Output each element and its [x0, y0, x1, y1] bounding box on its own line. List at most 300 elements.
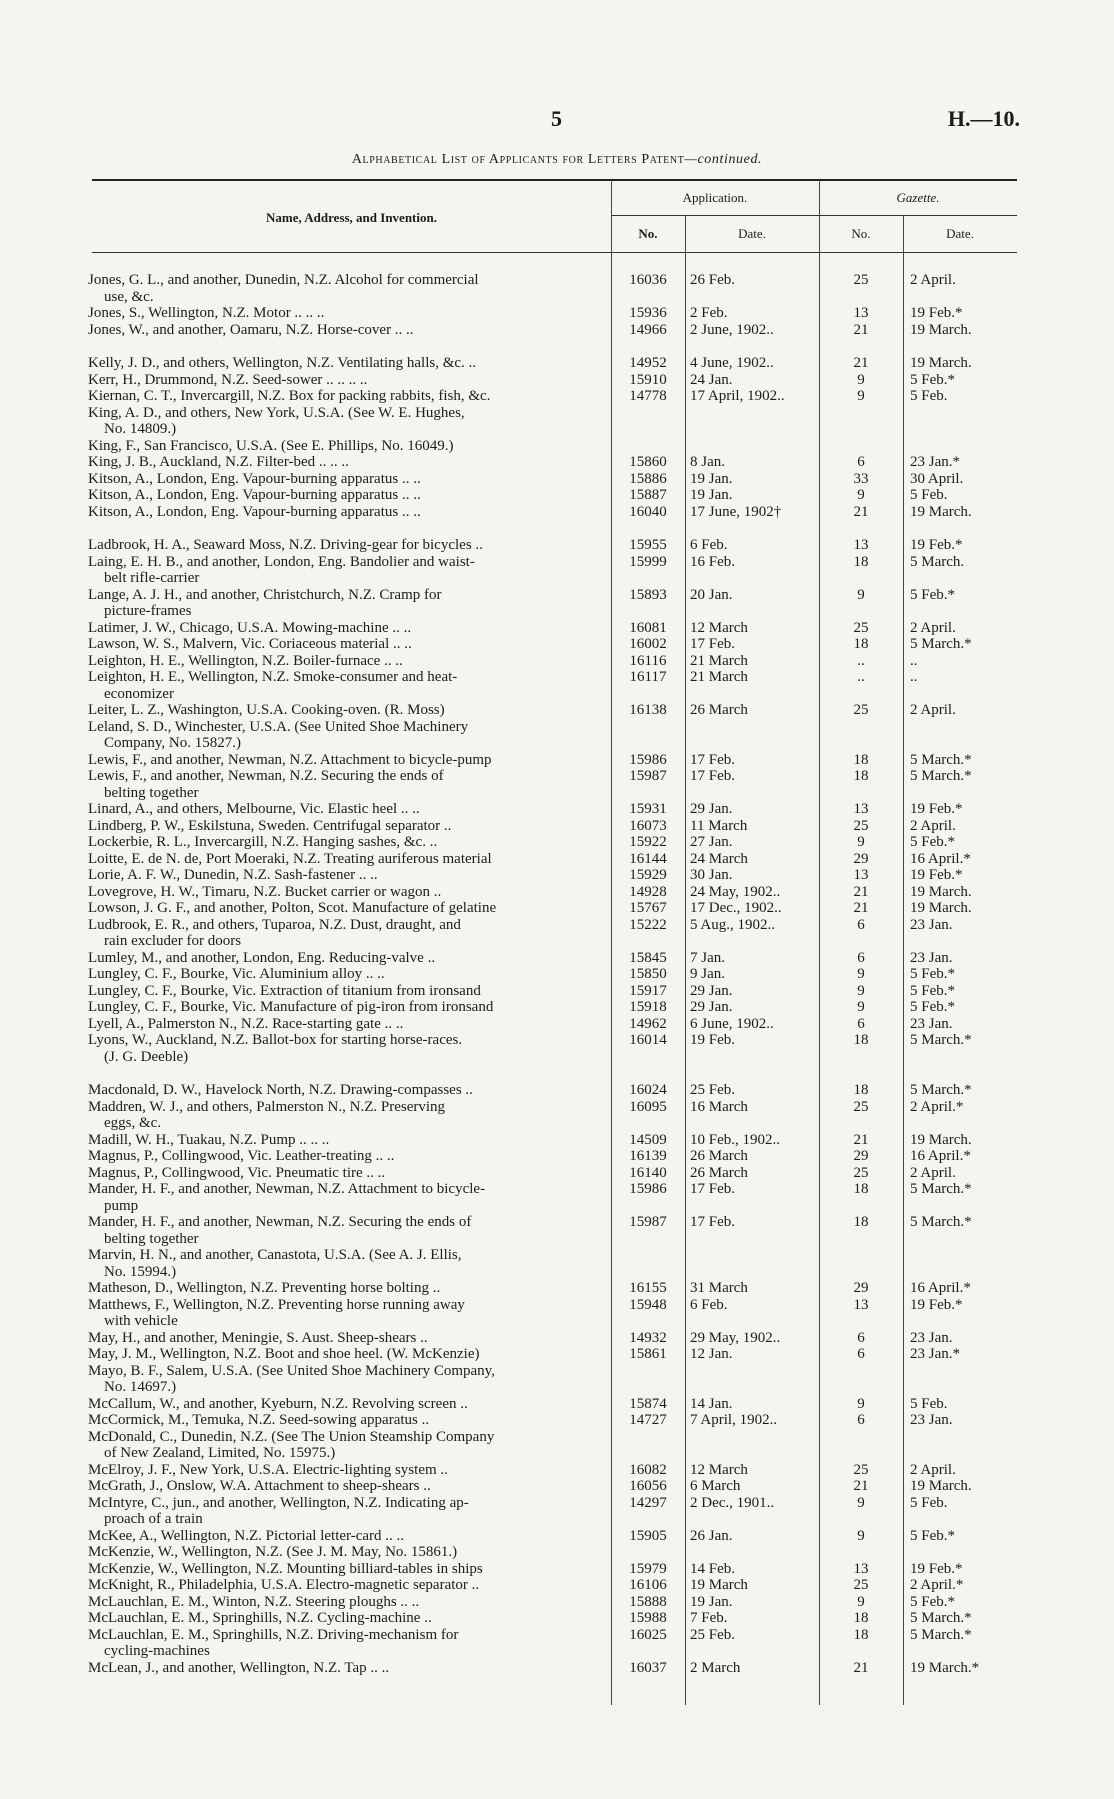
- table-row: [0, 1032, 1114, 1065]
- table-row: [0, 1660, 1114, 1677]
- applicant-entry: [88, 322, 606, 339]
- gazette-number: 6: [857, 1346, 865, 1362]
- gazette-number: 18: [853, 1214, 869, 1230]
- applicant-entry-line: McCallum, W., and another, Kyeburn, N.Z. Revolving screen ..: [88, 1395, 468, 1412]
- applicant-entry: [88, 999, 606, 1016]
- application-date: 29 Jan.: [690, 982, 733, 999]
- gazette-date: 5 March.*: [910, 1082, 972, 1098]
- table-row: [0, 900, 1114, 917]
- applicant-entry: [88, 1346, 606, 1363]
- applicant-entry-line: pump: [104, 1197, 139, 1214]
- gazette-date: 19 March.: [910, 900, 972, 916]
- table-row: [0, 1165, 1114, 1182]
- table-row: [0, 1132, 1114, 1149]
- table-row: [0, 1082, 1114, 1099]
- gazette-number: 6: [857, 916, 865, 933]
- gazette-number: 18: [853, 768, 869, 784]
- application-date: 2 Feb.: [690, 305, 728, 321]
- gazette-number: 9: [857, 487, 865, 503]
- gazette-date: 5 Feb.*: [910, 966, 955, 982]
- gazette-number: 13: [853, 1296, 869, 1313]
- application-number: 15988: [629, 1610, 667, 1626]
- applicant-entry-line: Jones, G. L., and another, Dunedin, N.Z. Alcohol for commercial: [88, 272, 479, 288]
- gazette-number: 18: [853, 636, 869, 652]
- table-row: [0, 487, 1114, 504]
- table-row: [0, 1610, 1114, 1627]
- applicant-entry-line: McKenzie, W., Wellington, N.Z. (See J. M. May, No. 15861.): [88, 1544, 458, 1560]
- application-number: 15936: [629, 305, 667, 321]
- gazette-header-rule: [819, 215, 1017, 216]
- gazette-number: 25: [853, 272, 869, 288]
- table-row: [0, 1148, 1114, 1165]
- application-date: 29 May, 1902..: [690, 1329, 781, 1346]
- application-number: 15948: [629, 1296, 667, 1313]
- applicant-entry-line: cycling-machines: [104, 1643, 210, 1659]
- gazette-date: 23 Jan.: [910, 1412, 953, 1428]
- application-date: 27 Jan.: [690, 834, 733, 850]
- applicant-entry: [88, 719, 606, 752]
- applicant-entry-line: Marvin, H. N., and another, Canastota, U.S.A. (See A. J. Ellis,: [88, 1247, 462, 1263]
- table-row: [0, 1577, 1114, 1594]
- table-row: [0, 999, 1114, 1016]
- gazette-number: 21: [853, 1131, 869, 1148]
- gazette-number: 18: [853, 1626, 869, 1643]
- gazette-date: 19 Feb.*: [910, 801, 963, 817]
- gazette-number: 18: [853, 553, 869, 570]
- application-number: 16081: [629, 619, 667, 636]
- applicant-entry-line: Ladbrook, H. A., Seaward Moss, N.Z. Driving-gear for bicycles ..: [88, 537, 483, 553]
- column-header-gazette-no: No.: [851, 226, 871, 241]
- gazette-date: 2 April.: [910, 1461, 956, 1478]
- application-date: 21 March: [690, 652, 748, 669]
- column-header-name: Name, Address, and Invention.: [266, 210, 437, 225]
- application-date: 16 March: [690, 1098, 748, 1115]
- gazette-number: 6: [857, 949, 865, 966]
- page-number: 5: [551, 106, 562, 131]
- gazette-date: 5 Feb.*: [910, 834, 955, 850]
- gazette-date: 19 March.: [910, 1478, 972, 1494]
- applicant-entry: [88, 355, 606, 372]
- application-number: 14509: [629, 1131, 667, 1148]
- application-number: 15979: [629, 1560, 667, 1577]
- applicant-entry: [88, 1429, 606, 1462]
- gazette-date: 5 March.*: [910, 636, 972, 652]
- gazette-number: 13: [853, 537, 869, 553]
- applicant-entry-line: Leighton, H. E., Wellington, N.Z. Boiler-furnace .. ..: [88, 652, 403, 669]
- applicant-entry-line: economizer: [104, 685, 174, 702]
- applicant-entry-line: Lorie, A. F. W., Dunedin, N.Z. Sash-fastener .. ..: [88, 867, 378, 883]
- application-date: 17 Feb.: [690, 636, 735, 652]
- applicant-entry-line: Leighton, H. E., Wellington, N.Z. Smoke-consumer and heat-: [88, 669, 458, 685]
- applicant-entry-line: proach of a train: [104, 1511, 203, 1527]
- table-row: [0, 801, 1114, 818]
- table-row: [0, 950, 1114, 967]
- applicant-entry-line: Maddren, W. J., and others, Palmerston N., N.Z. Preserving: [88, 1098, 446, 1115]
- application-date: 10 Feb., 1902..: [690, 1131, 780, 1148]
- application-number: 15887: [629, 487, 667, 503]
- applicant-entry-line: Leland, S. D., Winchester, U.S.A. (See United Shoe Machinery: [88, 718, 469, 735]
- table-top-rule: [92, 179, 1017, 181]
- table-row: [0, 834, 1114, 851]
- application-date: 29 Jan.: [690, 999, 733, 1015]
- application-date: 8 Jan.: [690, 454, 725, 470]
- application-date: 11 March: [690, 817, 748, 834]
- gazette-date: 2 April.: [910, 1164, 956, 1181]
- applicant-entry: [88, 884, 606, 901]
- gazette-number: 25: [853, 619, 869, 636]
- table-row: [0, 454, 1114, 471]
- application-date: 14 Feb.: [690, 1560, 735, 1577]
- application-date: 25 Feb.: [690, 1082, 735, 1098]
- table-row: [0, 917, 1114, 950]
- application-date: 9 Jan.: [690, 966, 725, 982]
- gazette-date: ..: [910, 669, 918, 685]
- application-date: 14 Jan.: [690, 1395, 733, 1412]
- table-row: [0, 884, 1114, 901]
- applicant-entry-line: Kiernan, C. T., Invercargill, N.Z. Box for packing rabbits, fish, &c.: [88, 388, 491, 404]
- application-number: 14962: [629, 1015, 667, 1032]
- table-row: [0, 1495, 1114, 1528]
- applicant-entry: [88, 917, 606, 950]
- gazette-number: 18: [853, 1181, 869, 1197]
- gazette-date: 19 Feb.*: [910, 1296, 963, 1313]
- gazette-number: 21: [853, 883, 869, 900]
- gazette-date: 5 Feb.: [910, 388, 948, 404]
- application-number: 15845: [629, 949, 667, 966]
- table-row: [0, 1561, 1114, 1578]
- applicant-entry-line: Lumley, M., and another, London, Eng. Reducing-valve ..: [88, 949, 436, 966]
- application-number: 15860: [629, 454, 667, 470]
- applicant-entry: [88, 966, 606, 983]
- applicant-entry-line: McGrath, J., Onslow, W.A. Attachment to sheep-shears ..: [88, 1478, 431, 1494]
- application-date: 17 Dec., 1902..: [690, 900, 782, 916]
- application-number: 16095: [629, 1098, 667, 1115]
- gazette-number: 25: [853, 1577, 869, 1593]
- table-row: [0, 305, 1114, 322]
- application-number: 15929: [629, 867, 667, 883]
- applicant-entry-line: McLean, J., and another, Wellington, N.Z. Tap .. ..: [88, 1659, 390, 1676]
- applicant-entry-line: Lange, A. J. H., and another, Christchurch, N.Z. Cramp for: [88, 586, 442, 603]
- applicant-entry: [88, 1660, 606, 1677]
- gazette-date: 23 Jan.: [910, 1329, 953, 1346]
- applicant-entry-line: McLauchlan, E. M., Springhills, N.Z. Driving-mechanism for: [88, 1626, 459, 1643]
- gazette-number: 6: [857, 454, 865, 470]
- table-row: [0, 1478, 1114, 1495]
- application-date: 2 March: [690, 1659, 741, 1676]
- table-row: [0, 355, 1114, 372]
- gazette-number: 6: [857, 1015, 865, 1032]
- application-date: 26 March: [690, 1164, 748, 1181]
- application-number: 16025: [629, 1626, 667, 1643]
- applicant-entry-line: Magnus, P., Collingwood, Vic. Pneumatic tire .. ..: [88, 1164, 386, 1181]
- applicant-entry-line: McCormick, M., Temuka, N.Z. Seed-sowing apparatus ..: [88, 1412, 430, 1428]
- application-date: 6 Feb.: [690, 1296, 728, 1313]
- gazette-date: 5 Feb.: [910, 1494, 948, 1511]
- applicant-entry-line: McKee, A., Wellington, N.Z. Pictorial letter-card .. ..: [88, 1527, 405, 1544]
- applicant-entry-line: May, J. M., Wellington, N.Z. Boot and shoe heel. (W. McKenzie): [88, 1346, 480, 1362]
- table-row: [0, 966, 1114, 983]
- applicant-entry-line: No. 14809.): [104, 421, 177, 437]
- applicant-entry: [88, 504, 606, 521]
- application-number: 16140: [629, 1164, 667, 1181]
- application-number: 14932: [629, 1329, 667, 1346]
- application-number: 14727: [629, 1412, 667, 1428]
- table-row: [0, 471, 1114, 488]
- application-date: 26 Jan.: [690, 1527, 733, 1544]
- application-date: 21 March: [690, 669, 748, 685]
- gazette-date: 5 Feb.*: [910, 982, 955, 999]
- applicant-entry: [88, 1462, 606, 1479]
- gazette-number: 25: [853, 817, 869, 834]
- application-number: 15886: [629, 470, 667, 487]
- applicant-entry-line: Magnus, P., Collingwood, Vic. Leather-treating .. ..: [88, 1148, 395, 1164]
- application-date: 17 Feb.: [690, 768, 735, 784]
- applicant-entry: [88, 1082, 606, 1099]
- gazette-date: 5 March.*: [910, 768, 972, 784]
- gazette-number: 9: [857, 834, 865, 850]
- gazette-date: 19 March.*: [910, 1659, 980, 1676]
- applicant-entry-line: belting together: [104, 784, 199, 801]
- gazette-number: 13: [853, 801, 869, 817]
- application-date: 12 March: [690, 619, 748, 636]
- applicant-entry-line: Kitson, A., London, Eng. Vapour-burning apparatus .. ..: [88, 503, 421, 520]
- table-row: [0, 1627, 1114, 1660]
- table-row: [0, 653, 1114, 670]
- gazette-number: 25: [853, 1098, 869, 1115]
- table-row: [0, 1594, 1114, 1611]
- table-row: [0, 537, 1114, 554]
- applicant-entry-line: McLauchlan, E. M., Springhills, N.Z. Cycling-machine ..: [88, 1610, 432, 1626]
- table-row: [0, 1412, 1114, 1429]
- column-header-gazette: Gazette.: [896, 190, 940, 205]
- applicant-entry: [88, 1214, 606, 1247]
- applicant-entry: [88, 752, 606, 769]
- gazette-number: 29: [853, 1280, 869, 1296]
- application-date: 25 Feb.: [690, 1626, 735, 1643]
- gazette-number: 9: [857, 966, 865, 982]
- application-date: 7 Jan.: [690, 949, 725, 966]
- application-number: 15910: [629, 371, 667, 388]
- gazette-date: 23 Jan.: [910, 949, 953, 966]
- table-row: [0, 438, 1114, 455]
- application-number: 15918: [629, 999, 667, 1015]
- table-row: [0, 372, 1114, 389]
- application-number: 15861: [629, 1346, 667, 1362]
- gazette-date: 5 March.*: [910, 1032, 972, 1048]
- application-date: 7 April, 1902..: [690, 1412, 778, 1428]
- list-title-main: Alphabetical List of Applicants for Letters Patent: [351, 152, 685, 167]
- application-date: 19 Feb.: [690, 1032, 735, 1048]
- application-date: 6 Feb.: [690, 537, 728, 553]
- applicant-entry: [88, 867, 606, 884]
- applicant-entry-line: use, &c.: [104, 288, 154, 305]
- gazette-date: 2 April.*: [910, 1577, 964, 1593]
- application-date: 19 Jan.: [690, 1593, 733, 1610]
- applicant-entry-line: Company, No. 15827.): [104, 735, 241, 751]
- table-row: [0, 620, 1114, 637]
- list-title-suffix: —continued.: [684, 152, 763, 167]
- table-row: [0, 1214, 1114, 1247]
- applicant-entry: [88, 851, 606, 868]
- applicant-entry: [88, 388, 606, 405]
- application-date: 17 April, 1902..: [690, 388, 785, 404]
- gazette-number: 9: [857, 982, 865, 999]
- applicant-entry-line: Lawson, W. S., Malvern, Vic. Coriaceous material .. ..: [88, 636, 412, 652]
- gazette-date: 19 Feb.*: [910, 1560, 963, 1577]
- application-number: 14778: [629, 388, 667, 404]
- table-row: [0, 636, 1114, 653]
- gazette-date: 16 April.*: [910, 850, 971, 867]
- gazette-number: 21: [853, 1478, 869, 1494]
- table-row: [0, 851, 1114, 868]
- gazette-date: 2 April.: [910, 702, 956, 718]
- applicant-entry-line: Lyons, W., Auckland, N.Z. Ballot-box for starting horse-races.: [88, 1032, 463, 1048]
- applicant-entry: [88, 702, 606, 719]
- application-number: 16144: [629, 850, 667, 867]
- applicant-entry: [88, 587, 606, 620]
- gazette-number: 6: [857, 1329, 865, 1346]
- table-row: [0, 983, 1114, 1000]
- table-row: [0, 1016, 1114, 1033]
- applicant-entry-line: King, A. D., and others, New York, U.S.A. (See W. E. Hughes,: [88, 404, 465, 421]
- applicant-entry-line: picture-frames: [104, 603, 192, 619]
- applicant-entry: [88, 1627, 606, 1660]
- gazette-date: 23 Jan.*: [910, 1346, 960, 1362]
- applicant-entry-line: King, J. B., Auckland, N.Z. Filter-bed .. .. ..: [88, 454, 349, 470]
- applicant-entry: [88, 1363, 606, 1396]
- application-date: 6 March: [690, 1478, 741, 1494]
- gazette-number: 9: [857, 1593, 865, 1610]
- gazette-date: 5 Feb.*: [910, 999, 955, 1015]
- gazette-date: 5 March.*: [910, 751, 972, 768]
- table-row: [0, 1297, 1114, 1330]
- gazette-number: 21: [853, 1659, 869, 1676]
- table-row: [0, 322, 1114, 339]
- application-date: 26 March: [690, 702, 748, 718]
- applicant-entry: [88, 768, 606, 801]
- table-row: [0, 1247, 1114, 1280]
- applicant-entry-line: McDonald, C., Dunedin, N.Z. (See The Union Steamship Company: [88, 1428, 495, 1445]
- application-date: 7 Feb.: [690, 1610, 728, 1626]
- application-number: 16036: [629, 272, 667, 288]
- applicant-entry: [88, 1297, 606, 1330]
- applicant-entry: [88, 537, 606, 554]
- gazette-number: 13: [853, 1560, 869, 1577]
- applicant-entry: [88, 1610, 606, 1627]
- applicant-entry: [88, 1544, 606, 1561]
- applicant-entry: [88, 272, 606, 305]
- table-row: [0, 867, 1114, 884]
- applicant-entry-line: Leiter, L. Z., Washington, U.S.A. Cooking-oven. (R. Moss): [88, 702, 445, 718]
- gazette-date: ..: [910, 652, 918, 669]
- application-number: 15999: [629, 553, 667, 570]
- applicant-entry: [88, 1099, 606, 1132]
- gazette-date: 23 Jan.*: [910, 454, 960, 470]
- applicant-entry-line: Kerr, H., Drummond, N.Z. Seed-sower .. .. .. ..: [88, 371, 368, 388]
- applicant-entry-line: (J. G. Deeble): [104, 1048, 189, 1065]
- gazette-number: 9: [857, 1527, 865, 1544]
- application-number: 15905: [629, 1527, 667, 1544]
- applicant-entry: [88, 801, 606, 818]
- gazette-number: 9: [857, 1494, 865, 1511]
- gazette-number: 18: [853, 751, 869, 768]
- applicant-entry-line: Linard, A., and others, Melbourne, Vic. Elastic heel .. ..: [88, 801, 420, 817]
- applicant-entry: [88, 554, 606, 587]
- applicant-entry-line: eggs, &c.: [104, 1115, 162, 1131]
- application-date: 5 Aug., 1902..: [690, 916, 776, 933]
- gazette-date: 19 March.: [910, 321, 972, 338]
- gazette-date: 5 Feb.*: [910, 586, 955, 603]
- gazette-date: 19 Feb.*: [910, 867, 963, 883]
- applicant-entry-line: Latimer, J. W., Chicago, U.S.A. Mowing-machine .. ..: [88, 619, 412, 636]
- applicant-entry: [88, 487, 606, 504]
- table-row: [0, 587, 1114, 620]
- table-row: [0, 504, 1114, 521]
- table-row: [0, 1528, 1114, 1545]
- applicant-entry-line: Madill, W. H., Tuakau, N.Z. Pump .. .. ..: [88, 1131, 330, 1148]
- application-date: 19 March: [690, 1577, 748, 1593]
- applicant-entry: [88, 620, 606, 637]
- application-number: 16073: [629, 817, 667, 834]
- applicant-entry: [88, 438, 606, 455]
- table-row: [0, 405, 1114, 438]
- section-spacer: [0, 1065, 1114, 1082]
- header-bottom-rule: [92, 252, 1017, 253]
- table-row: [0, 1462, 1114, 1479]
- application-date: 26 March: [690, 1148, 748, 1164]
- gazette-number: 33: [853, 470, 869, 487]
- applicant-entry: [88, 1280, 606, 1297]
- applicant-entry: [88, 818, 606, 835]
- section-spacer: [0, 520, 1114, 537]
- applicant-entry-line: Matthews, F., Wellington, N.Z. Preventing horse running away: [88, 1296, 465, 1313]
- applicant-entry: [88, 1396, 606, 1413]
- application-number: 15888: [629, 1593, 667, 1610]
- applicant-entry-line: Lovegrove, H. W., Timaru, N.Z. Bucket carrier or wagon ..: [88, 883, 442, 900]
- application-number: 14928: [629, 883, 667, 900]
- applicant-entry: [88, 669, 606, 702]
- gazette-date: 2 April.: [910, 817, 956, 834]
- gazette-number: 9: [857, 388, 865, 404]
- applicant-entry: [88, 471, 606, 488]
- application-number: 16117: [629, 669, 667, 685]
- gazette-date: 16 April.*: [910, 1148, 971, 1164]
- application-number: 16106: [629, 1577, 667, 1593]
- applicant-entry: [88, 372, 606, 389]
- application-date: 19 Jan.: [690, 487, 733, 503]
- applicant-entry-line: No. 14697.): [104, 1379, 177, 1395]
- application-date: 2 Dec., 1901..: [690, 1494, 775, 1511]
- application-date: 4 June, 1902..: [690, 355, 774, 371]
- applicant-entry: [88, 1032, 606, 1065]
- application-date: 24 March: [690, 850, 748, 867]
- application-date: 2 June, 1902..: [690, 321, 774, 338]
- gazette-number: 29: [853, 850, 869, 867]
- application-date: 12 March: [690, 1461, 748, 1478]
- gazette-date: 5 March.: [910, 553, 965, 570]
- column-header-application: Application.: [682, 190, 748, 205]
- application-number: 15987: [629, 768, 667, 784]
- application-date: 17 Feb.: [690, 1214, 735, 1230]
- application-date: 30 Jan.: [690, 867, 733, 883]
- gazette-number: 9: [857, 371, 865, 388]
- gazette-date: 5 Feb.: [910, 1395, 948, 1412]
- table-row: [0, 818, 1114, 835]
- applicant-entry: [88, 950, 606, 967]
- applicant-entry-line: McIntyre, C., jun., and another, Wellington, N.Z. Indicating ap-: [88, 1494, 469, 1511]
- applicant-entry-line: McLauchlan, E. M., Winton, N.Z. Steering ploughs .. ..: [88, 1593, 420, 1610]
- gazette-number: 25: [853, 1164, 869, 1181]
